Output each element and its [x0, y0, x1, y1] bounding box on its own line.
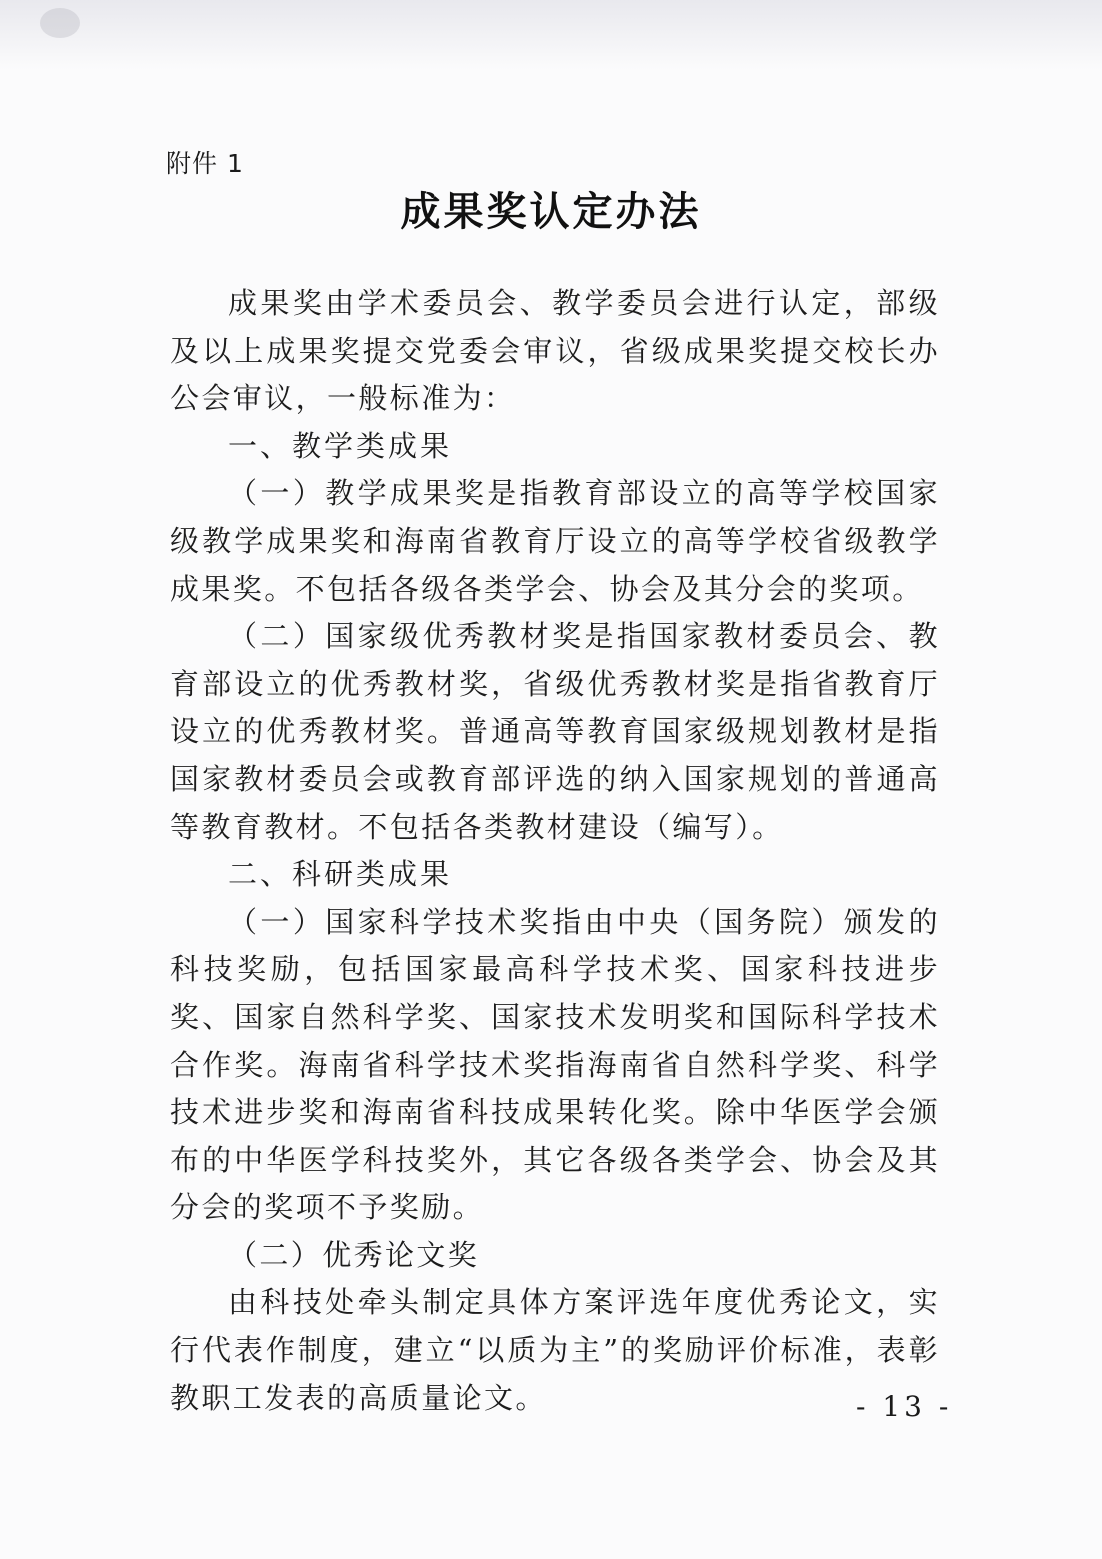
teaching-paragraph-1: （一）教学成果奖是指教育部设立的高等学校国家级教学成果奖和海南省教育厅设立的高等学校省级教学成果奖。不包括各级各类学会、协会及其分会的奖项。 [170, 476, 940, 606]
research-paragraph-1: （一）国家科学技术奖指由中央（国务院）颁发的科技奖励，包括国家最高科学技术奖、国家科技进步奖、国家自然科学奖、国家技术发明奖和国际科学技术合作奖。海南省科学技术奖指海南省自然科学奖、科学技术进步奖和海南省科技成果转化奖。除中华医学会颁布的中华医学科技奖外，其它各级各类学会、协会及其分会的奖项不予奖励。 [170, 904, 940, 1225]
scan-mark [40, 8, 80, 38]
document-body [170, 280, 940, 1422]
teaching-paragraph-2: （二）国家级优秀教材奖是指国家教材委员会、教育部设立的优秀教材奖，省级优秀教材奖是指省教育厅设立的优秀教材奖。普通高等教育国家级规划教材是指国家教材委员会或教育部评选的纳入国家规划的普通高等教育教材。不包括各类教材建设（编写）。 [170, 619, 940, 844]
section-heading-teaching: 一、教学类成果 [228, 428, 453, 463]
intro-paragraph: 成果奖由学术委员会、教学委员会进行认定，部级及以上成果奖提交党委会审议，省级成果奖提交校长办公会审议，一般标准为： [170, 286, 940, 416]
research-paragraph-2: （二）优秀论文奖 [228, 1237, 480, 1272]
document-title: 成果奖认定办法 [400, 188, 702, 235]
section-heading-research: 二、科研类成果 [228, 857, 453, 892]
research-paragraph-3: 由科技处牵头制定具体方案评选年度优秀论文，实行代表作制度，建立“以质为主”的奖励评价标准，表彰教职工发表的高质量论文。 [170, 1285, 940, 1415]
scan-shadow [0, 0, 1102, 70]
page-number: - 13 - [856, 1390, 953, 1423]
attachment-label: 附件 1 [166, 149, 244, 178]
